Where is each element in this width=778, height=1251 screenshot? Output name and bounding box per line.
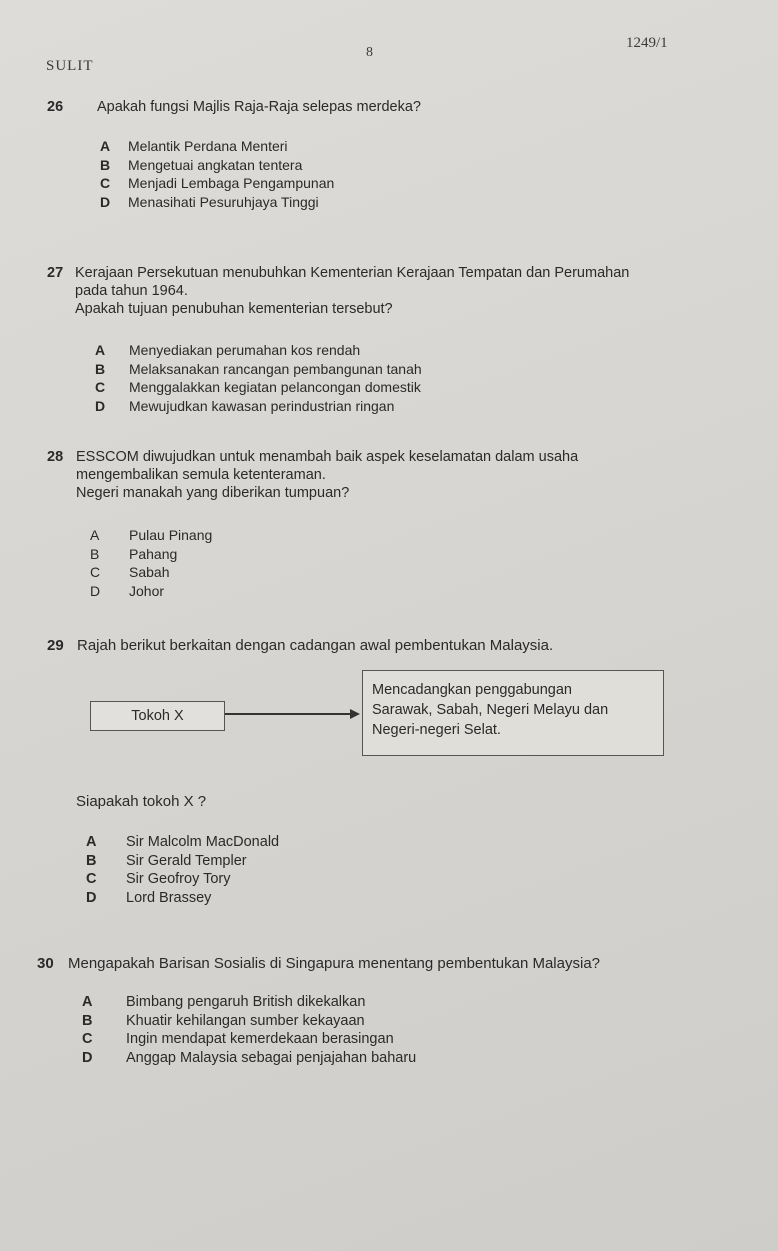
question-text: ESSCOM diwujudkan untuk menambah baik aspek keselamatan dalam usaha <box>76 449 579 465</box>
option-d[interactable]: D Mewujudkan kawasan perindustrian ringan <box>95 397 395 414</box>
question-text: Kerajaan Persekutuan menubuhkan Kementerian Kerajaan Tempatan dan Perumahan <box>75 265 630 281</box>
question-text: Negeri manakah yang diberikan tumpuan? <box>76 485 350 501</box>
option-b[interactable]: B Sir Gerald Templer <box>86 852 247 869</box>
option-b[interactable]: B Mengetuai angkatan tentera <box>100 156 303 173</box>
question-number: 26 <box>47 99 64 115</box>
question-number: 29 <box>47 637 64 654</box>
question-text: Apakah tujuan penubuhan kementerian tersebut? <box>75 301 393 317</box>
option-d[interactable]: D Menasihati Pesuruhjaya Tinggi <box>100 193 319 210</box>
header-sulit: SULIT <box>46 58 94 74</box>
option-b[interactable]: B Pahang <box>90 545 178 562</box>
question-text: Rajah berikut berkaitan dengan cadangan awal pembentukan Malaysia. <box>77 637 554 654</box>
options-30 <box>82 993 416 1067</box>
question-text: pada tahun 1964. <box>75 283 188 299</box>
option-d[interactable]: D Anggap Malaysia sebagai penjajahan baharu <box>82 1049 417 1066</box>
question-28 <box>47 448 578 502</box>
question-text: Mengapakah Barisan Sosialis di Singapura menentang pembentukan Malaysia? <box>68 955 601 972</box>
diagram-arrow <box>225 713 353 715</box>
option-a[interactable]: A Pulau Pinang <box>90 527 213 543</box>
question-text: mengembalikan semula ketenteraman. <box>76 467 326 483</box>
option-c[interactable]: C Sabah <box>90 564 170 580</box>
option-c[interactable]: C Menggalakkan kegiatan pelancongan domestik <box>95 379 421 395</box>
option-c[interactable]: C Menjadi Lembaga Pengampunan <box>100 175 335 191</box>
option-d[interactable]: D Johor <box>90 582 165 599</box>
question-29 <box>47 637 553 655</box>
question-26 <box>47 98 421 116</box>
arrow-head-icon <box>350 709 360 719</box>
options-29 <box>86 833 279 907</box>
option-b[interactable]: B Khuatir kehilangan sumber kekayaan <box>82 1012 365 1029</box>
diagram-tokoh-box: Tokoh X <box>90 701 225 731</box>
question-27 <box>47 264 629 318</box>
option-a[interactable]: A Menyediakan perumahan kos rendah <box>95 342 361 358</box>
options-27 <box>95 341 422 415</box>
option-c[interactable]: C Sir Geofroy Tory <box>86 871 231 887</box>
diagram-description-box: Mencadangkan penggabungan Sarawak, Sabah, Negeri Melayu dan Negeri-negeri Selat. <box>362 670 664 756</box>
option-c[interactable]: C Ingin mendapat kemerdekaan berasingan <box>82 1031 394 1047</box>
question-30 <box>37 955 600 973</box>
option-a[interactable]: A Sir Malcolm MacDonald <box>86 834 280 850</box>
question-number: 30 <box>37 955 54 972</box>
options-28 <box>90 526 212 600</box>
question-number: 27 <box>47 265 64 281</box>
question-text: Apakah fungsi Majlis Raja-Raja selepas merdeka? <box>97 99 421 115</box>
option-a[interactable]: A Bimbang pengaruh British dikekalkan <box>82 994 366 1010</box>
question-number: 28 <box>47 449 64 465</box>
option-b[interactable]: B Melaksanakan rancangan pembangunan tanah <box>95 360 422 377</box>
option-a[interactable]: A Melantik Perdana Menteri <box>100 138 288 154</box>
sub-question-29: Siapakah tokoh X ? <box>76 793 207 810</box>
page-number: 8 <box>366 45 373 60</box>
options-26 <box>100 137 334 211</box>
option-d[interactable]: D Lord Brassey <box>86 889 212 906</box>
paper-code: 1249/1 <box>626 35 668 51</box>
